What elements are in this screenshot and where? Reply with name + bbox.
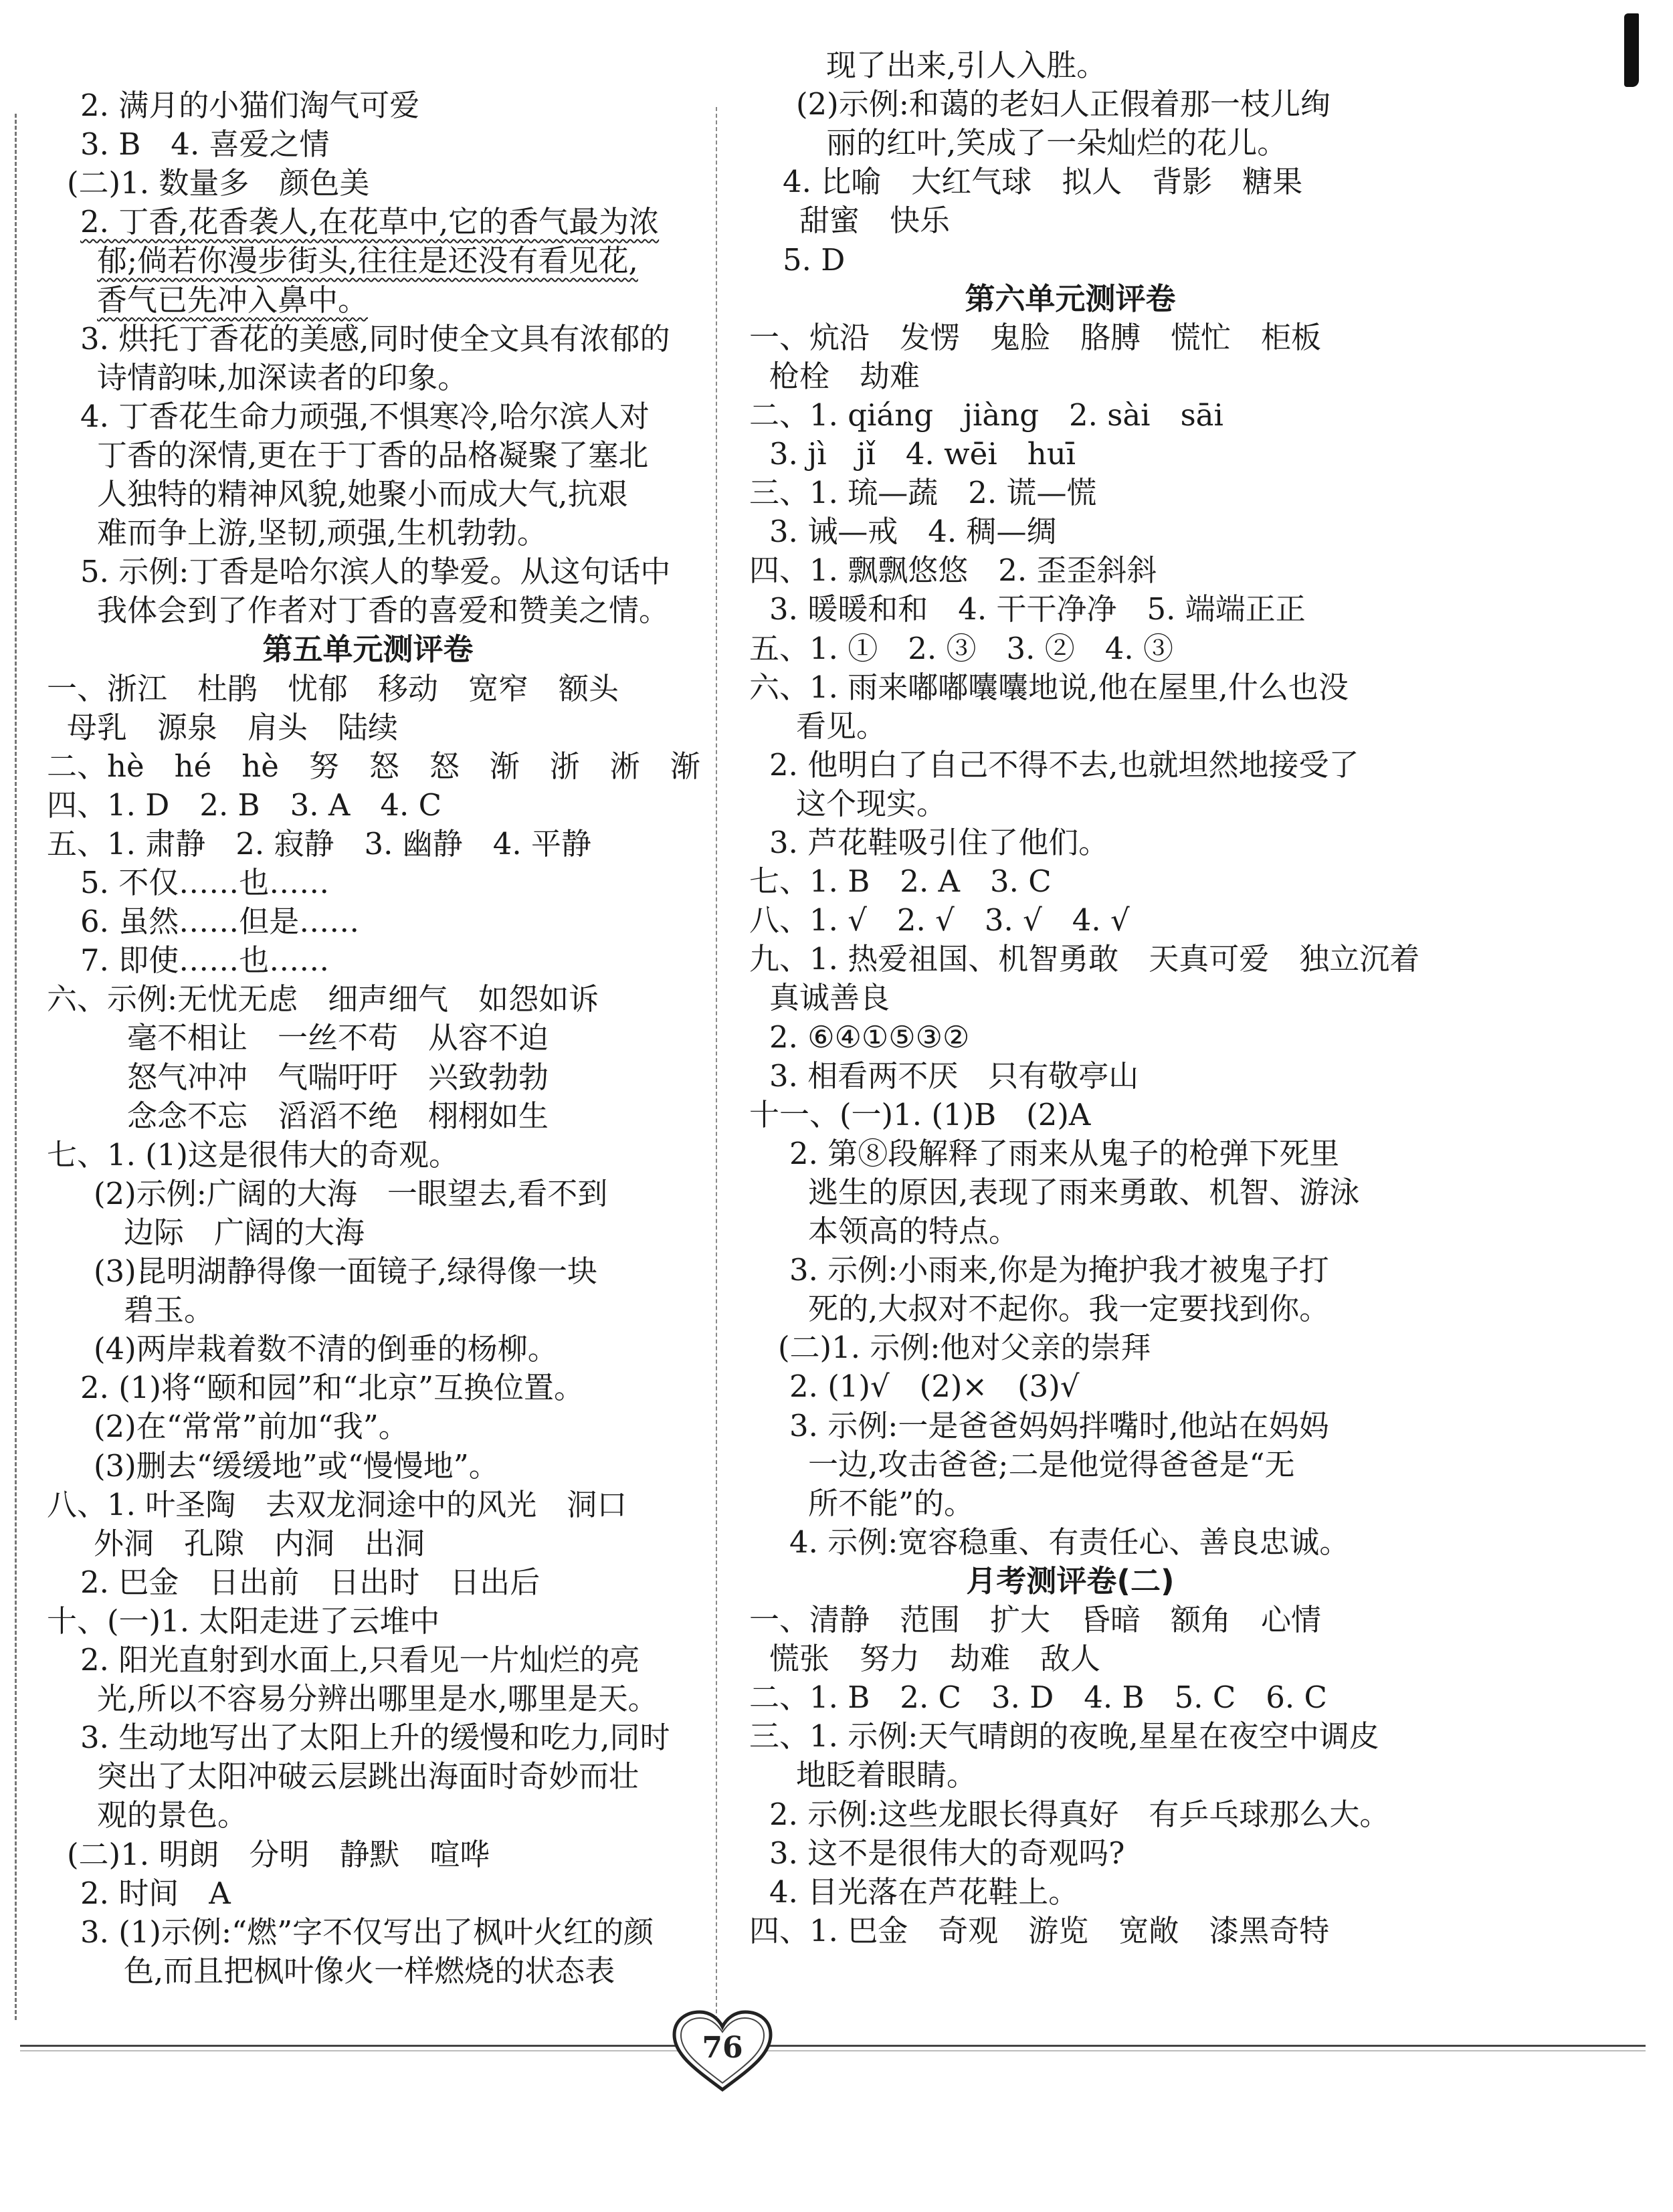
answer-line: 2. 满月的小猫们淘气可爱 (80, 88, 420, 123)
answer-line: 真诚善良 (769, 980, 890, 1015)
answer-line: 十、(一)1. 太阳走进了云堆中 (47, 1603, 440, 1639)
footer-rule-gray (20, 2050, 1646, 2051)
answer-line: 5. D (783, 242, 846, 278)
answer-line: 3. 相看两不厌 只有敬亭山 (769, 1058, 1139, 1094)
answer-line: (二)1. 示例:他对父亲的崇拜 (778, 1330, 1151, 1365)
answer-line: 四、1. D 2. B 3. A 4. C (47, 787, 442, 823)
answer-line: 五、1. ① 2. ③ 3. ② 4. ③ (749, 631, 1173, 666)
answer-line: 六、1. 雨来嘟嘟囔囔地说,他在屋里,什么也没 (749, 670, 1349, 705)
answer-line: 七、1. B 2. A 3. C (749, 864, 1052, 899)
answer-line: 慌张 努力 劫难 敌人 (769, 1641, 1101, 1676)
answer-line: 毫不相让 一丝不苟 从容不迫 (127, 1020, 549, 1055)
answer-line: (2)示例:广阔的大海 一眼望去,看不到 (94, 1176, 608, 1211)
answer-line: 一、炕沿 发愣 鬼脸 胳膊 慌忙 柜板 (749, 320, 1322, 355)
answer-line: 我体会到了作者对丁香的喜爱和赞美之情。 (97, 593, 670, 628)
answer-line: 人独特的精神风貌,她聚小而成大气,抗艰 (97, 476, 628, 512)
answer-line: 丽的红叶,笑成了一朵灿烂的花儿。 (826, 125, 1288, 161)
answer-line: 4. 丁香花生命力顽强,不惧寒冷,哈尔滨人对 (80, 399, 650, 434)
answer-line: 死的,大叔对不起你。我一定要找到你。 (808, 1291, 1330, 1326)
answer-line: 所不能”的。 (808, 1486, 975, 1521)
answer-line: 2. 他明白了自己不得不去,也就坦然地接受了 (769, 747, 1359, 783)
answer-line: 7. 即使……也…… (80, 942, 330, 978)
answer-line: 地眨着眼睛。 (796, 1757, 977, 1793)
answer-line: 3. 示例:小雨来,你是为掩护我才被鬼子打 (789, 1252, 1329, 1288)
answer-line: 五、1. 肃静 2. 寂静 3. 幽静 4. 平静 (47, 826, 591, 862)
answer-line: 诗情韵味,加深读者的印象。 (97, 360, 468, 395)
answer-line: 5. 不仅……也…… (80, 865, 330, 900)
section-title: 月考测评卷(二) (966, 1563, 1175, 1599)
left-margin-dashed-line (15, 114, 17, 2020)
answer-line: (2)示例:和蔼的老妇人正假着那一枝儿绚 (796, 86, 1331, 122)
answer-line: 光,所以不容易分辨出哪里是水,哪里是天。 (97, 1681, 658, 1716)
answer-line: (4)两岸栽着数不清的倒垂的杨柳。 (94, 1331, 558, 1367)
answer-line: (二)1. 数量多 颜色美 (67, 165, 370, 201)
footer-rule-right (769, 2045, 1646, 2047)
answer-line: 3. 烘托丁香花的美感,同时使全文具有浓郁的 (80, 321, 670, 357)
answer-line: 2. (1)√ (2)× (3)√ (789, 1369, 1080, 1404)
answer-line: 念念不忘 滔滔不绝 栩栩如生 (127, 1098, 549, 1134)
answer-line: 二、1. B 2. C 3. D 4. B 5. C 6. C (749, 1680, 1327, 1715)
answer-line: 5. 示例:丁香是哈尔滨人的挚爱。从这句话中 (80, 554, 671, 589)
answer-line: 2. 时间 A (80, 1876, 231, 1911)
answer-line: 4. 比喻 大红气球 拟人 背影 糖果 (783, 164, 1303, 199)
answer-line: 4. 目光落在芦花鞋上。 (769, 1874, 1079, 1910)
answer-line: 逃生的原因,表现了雨来勇敢、机智、游泳 (808, 1175, 1360, 1210)
answer-line: 3. (1)示例:“燃”字不仅写出了枫叶火红的颜 (80, 1914, 654, 1950)
answer-line: 色,而且把枫叶像火一样燃烧的状态表 (124, 1953, 615, 1989)
answer-line: 三、1. 琉—蔬 2. 谎—慌 (749, 475, 1097, 510)
answer-line: (3)昆明湖静得像一面镜子,绿得像一块 (94, 1253, 598, 1289)
page-number: 76 (702, 2031, 743, 2065)
page-number-badge (669, 2008, 776, 2095)
answer-line: 2. 第⑧段解释了雨来从鬼子的枪弹下死里 (789, 1136, 1340, 1171)
answer-line: 母乳 源泉 肩头 陆续 (67, 710, 399, 745)
answer-line: 一、浙江 杜鹃 忧郁 移动 宽窄 额头 (47, 671, 619, 706)
answer-line: 2. 巴金 日出前 日出时 日出后 (80, 1565, 540, 1600)
answer-line: 2. 丁香,花香袭人,在花草中,它的香气最为浓 (80, 204, 660, 239)
answer-line: 三、1. 示例:天气晴朗的夜晚,星星在夜空中调皮 (749, 1718, 1379, 1754)
answer-line: 突出了太阳冲破云层跳出海面时奇妙而壮 (97, 1758, 639, 1794)
answer-line: 四、1. 巴金 奇观 游览 宽敞 漆黑奇特 (749, 1913, 1330, 1948)
answer-line: (二)1. 明朗 分明 静默 喧哗 (67, 1837, 490, 1872)
answer-line: 2. ⑥④①⑤③② (769, 1019, 970, 1055)
answer-line: 本领高的特点。 (808, 1213, 1019, 1249)
footer-rule-left (20, 2045, 676, 2047)
answer-line: 3. 诫—戒 4. 稠—绸 (769, 514, 1057, 549)
answer-line: 七、1. (1)这是很伟大的奇观。 (47, 1137, 459, 1173)
answer-line: 一、清静 范围 扩大 昏暗 额角 心情 (749, 1602, 1322, 1637)
answer-line: 3. jì jǐ 4. wēi huī (769, 436, 1076, 472)
answer-line: 难而争上游,坚韧,顽强,生机勃勃。 (97, 515, 547, 550)
answer-line: (2)在“常常”前加“我”。 (94, 1409, 409, 1444)
answer-line: 一边,攻击爸爸;二是他觉得爸爸是“无 (808, 1447, 1295, 1482)
answer-line: 3. 示例:一是爸爸妈妈拌嘴时,他站在妈妈 (789, 1408, 1329, 1443)
answer-line: 2. 阳光直射到水面上,只看见一片灿烂的亮 (80, 1642, 640, 1678)
answer-line: 4. 示例:宽容稳重、有责任心、善良忠诚。 (789, 1524, 1350, 1560)
answer-line: 八、1. 叶圣陶 去双龙洞途中的风光 洞口 (47, 1487, 627, 1522)
answer-line: 3. 生动地写出了太阳上升的缓慢和吃力,同时 (80, 1720, 670, 1755)
answer-line: 二、1. qiáng jiàng 2. sài sāi (749, 397, 1223, 433)
scan-edge-mark (1624, 13, 1639, 87)
answer-line: (3)删去“缓缓地”或“慢慢地”。 (94, 1448, 499, 1484)
answer-line: 怒气冲冲 气喘吁吁 兴致勃勃 (127, 1060, 549, 1095)
section-title: 第五单元测评卷 (262, 631, 474, 667)
answer-line: 九、1. 热爱祖国、机智勇敢 天真可爱 独立沉着 (749, 941, 1420, 977)
answer-line: 看见。 (796, 708, 887, 744)
answer-line: 边际 广阔的大海 (124, 1215, 365, 1250)
answer-line: 四、1. 飘飘悠悠 2. 歪歪斜斜 (749, 552, 1157, 588)
answer-line: 3. 暖暖和和 4. 干干净净 5. 端端正正 (769, 591, 1306, 627)
answer-line: 观的景色。 (97, 1797, 248, 1833)
answer-line: 甜蜜 快乐 (799, 203, 951, 238)
answer-line: 外洞 孔隙 内洞 出洞 (94, 1526, 425, 1561)
answer-line: 3. 这不是很伟大的奇观吗? (769, 1835, 1125, 1871)
answer-line: 八、1. √ 2. √ 3. √ 4. √ (749, 902, 1130, 938)
answer-line: 2. 示例:这些龙眼长得真好 有乒乓球那么大。 (769, 1797, 1390, 1832)
answer-line: 十一、(一)1. (1)B (2)A (749, 1097, 1091, 1132)
answer-line: 香气已先冲入鼻中。 (97, 282, 369, 318)
answer-line: 现了出来,引人入胜。 (826, 47, 1107, 83)
answer-line: 这个现实。 (796, 786, 947, 821)
answer-line: 2. (1)将“颐和园”和“北京”互换位置。 (80, 1370, 585, 1405)
answer-line: 郁;倘若你漫步街头,往往是还没有看见花, (97, 243, 638, 278)
answer-line: 二、hè hé hè 努 怒 怒 渐 浙 淅 渐 (47, 748, 700, 784)
answer-line: 3. B 4. 喜爱之情 (80, 126, 330, 162)
answer-line: 6. 虽然……但是…… (80, 904, 360, 939)
section-title: 第六单元测评卷 (965, 281, 1176, 316)
column-divider (716, 107, 717, 2027)
answer-line: 碧玉。 (124, 1292, 215, 1328)
answer-line: 丁香的深情,更在于丁香的品格凝聚了塞北 (97, 437, 649, 473)
answer-line: 3. 芦花鞋吸引住了他们。 (769, 825, 1109, 860)
answer-line: 六、示例:无忧无虑 细声细气 如怨如诉 (47, 981, 599, 1017)
answer-line: 枪栓 劫难 (769, 359, 920, 394)
